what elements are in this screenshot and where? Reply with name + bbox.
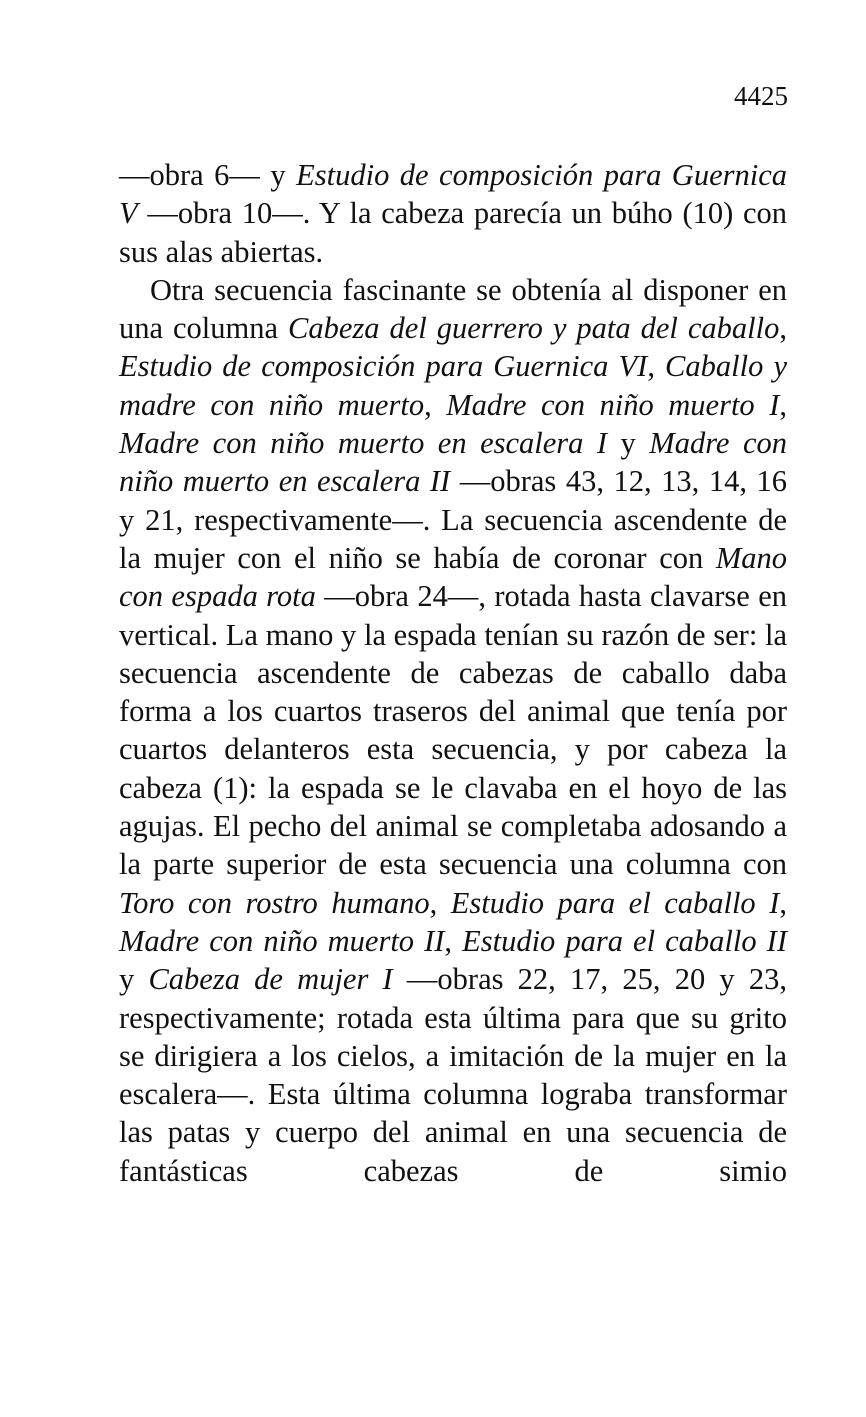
text-run: Otra secuencia fascinante se obtenía al disponer en una columna (119, 272, 787, 346)
text-run: , (779, 387, 787, 422)
text-run: , (779, 885, 787, 920)
text-run: , (429, 885, 451, 920)
text-run: y (607, 426, 650, 461)
text-run: —obras 43, 12, 13, 14, 16 y 21, respectivamente—. La secuencia ascendente de la mujer con el niño se había de coronar con (119, 464, 787, 575)
page-number: 4425 (734, 81, 788, 111)
artwork-title: Cabeza del guerrero y pata del caballo (288, 311, 780, 346)
text-run: y (119, 962, 149, 997)
artwork-title: Estudio para el caballo I (450, 885, 780, 920)
artwork-title: Madre con niño muerto en escalera I (119, 426, 608, 461)
text-run: —obras 22, 17, 25, 20 y 23, respectivamente; rotada esta última para que su grito se dirigiera a los cielos, a imitación de la mujer en la escalera—. Esta última columna lograba transformar las patas y cuerpo del animal en una secuencia de fantásticas cabezas de simio (119, 962, 787, 1188)
text-run: , (424, 387, 447, 422)
text-run: , (779, 311, 787, 346)
artwork-title: Mano con espada rota (119, 540, 787, 614)
artwork-title: Madre con niño muerto en escalera II (119, 426, 787, 499)
artwork-title: Caballo y madre con niño muerto (119, 349, 787, 422)
text-run: , (647, 349, 666, 384)
artwork-title: Estudio para el caballo II (462, 923, 787, 958)
text-run: , (444, 923, 463, 958)
artwork-title: Madre con niño muerto II (119, 923, 445, 958)
paragraph-continued (119, 156, 787, 271)
text-run: —obra 10—. Y la cabeza parecía un búho (10) con sus alas abiertas. (119, 196, 787, 269)
artwork-title: Cabeza de mujer I (148, 962, 393, 997)
artwork-title: Estudio de composición para Guernica V (119, 158, 787, 231)
artwork-title: Estudio de composición para Guernica VI (119, 349, 648, 384)
artwork-title: Toro con rostro humano (119, 885, 430, 920)
paragraph (119, 271, 787, 1190)
artwork-title: Madre con niño muerto I (446, 387, 780, 422)
body-text (119, 156, 787, 1190)
text-run: —obra 24—, rotada hasta clavarse en vertical. La mano y la espada tenían su razón de ser: la secuencia ascendente de cabezas de caballo daba forma a los cuartos traseros del animal que tenía por cuartos delanteros esta secuencia, y por cabeza la cabeza (1): la espada se le clavaba en el hoyo de las agujas. El pecho del animal se completaba adosando a la parte superior de esta secuencia una columna con (119, 579, 788, 882)
text-run: —obra 6— y (119, 158, 297, 192)
